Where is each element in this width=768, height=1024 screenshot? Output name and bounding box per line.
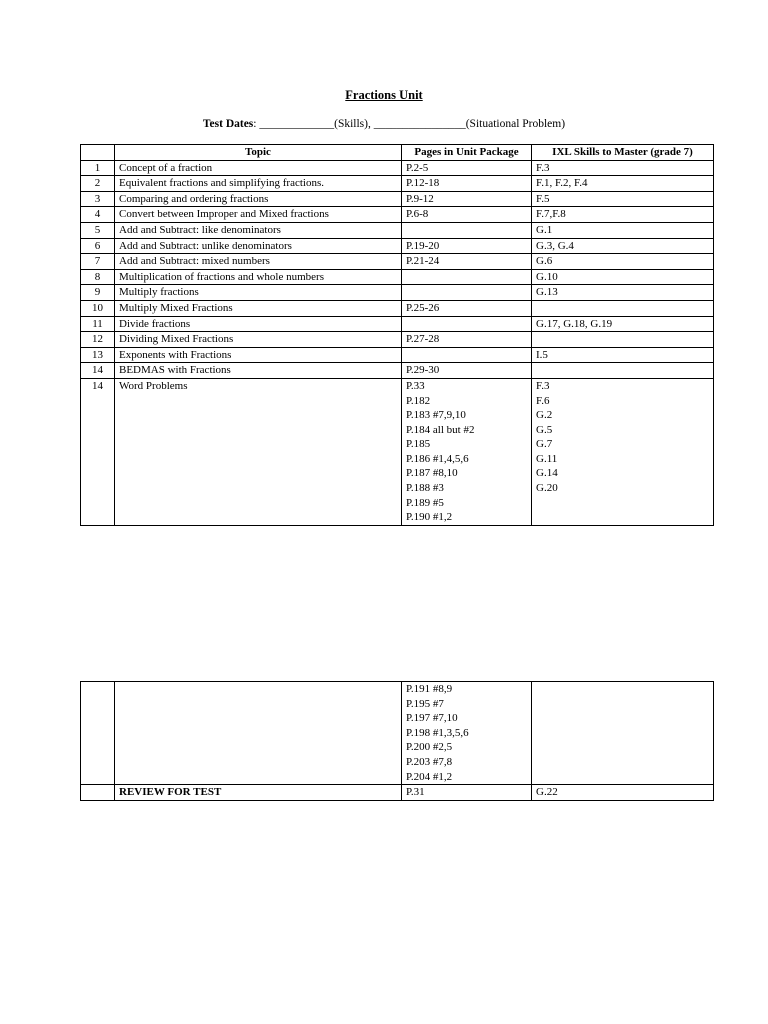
row-pages: P.2-5 <box>402 160 532 176</box>
table-row-review <box>81 785 714 801</box>
table-row <box>81 222 714 238</box>
row-pages: P.27-28 <box>402 332 532 348</box>
row-topic: Add and Subtract: like denominators <box>115 222 402 238</box>
row-pages: P.21-24 <box>402 254 532 270</box>
row-topic: Multiply Mixed Fractions <box>115 300 402 316</box>
row-ixl <box>532 363 714 379</box>
row-ixl <box>532 682 714 785</box>
fractions-topics-table-continued <box>80 681 714 801</box>
header-number <box>81 145 115 161</box>
row-pages <box>402 316 532 332</box>
table-row <box>81 285 714 301</box>
row-number: 14 <box>81 363 115 379</box>
row-pages: P.9-12 <box>402 191 532 207</box>
row-number: 5 <box>81 222 115 238</box>
row-number: 7 <box>81 254 115 270</box>
page-reference: P.190 #1,2 <box>406 511 453 524</box>
row-topic: Multiply fractions <box>115 285 402 301</box>
row-ixl: I.5 <box>532 347 714 363</box>
test-dates-line <box>0 117 768 132</box>
table-header-row <box>81 145 714 161</box>
row-topic: Equivalent fractions and simplifying fractions. <box>115 176 402 192</box>
row-pages <box>402 347 532 363</box>
table-row <box>81 254 714 270</box>
row-number: 12 <box>81 332 115 348</box>
row-topic: Dividing Mixed Fractions <box>115 332 402 348</box>
ixl-skill: F.6 <box>536 394 550 407</box>
row-ixl: F.3 <box>532 160 714 176</box>
row-number: 13 <box>81 347 115 363</box>
table-row <box>81 191 714 207</box>
row-topic: Convert between Improper and Mixed fractions <box>115 207 402 223</box>
table-row <box>81 207 714 223</box>
page-reference: P.191 #8,9 <box>406 683 453 695</box>
word-problems-pages <box>402 378 532 525</box>
header-pages: Pages in Unit Package <box>402 145 532 161</box>
ixl-skill: G.2 <box>536 409 553 422</box>
table-row <box>81 269 714 285</box>
ixl-skill: G.14 <box>536 467 558 480</box>
row-topic: BEDMAS with Fractions <box>115 363 402 379</box>
table-row <box>81 347 714 363</box>
row-number: 3 <box>81 191 115 207</box>
table-row <box>81 176 714 192</box>
header-ixl-skills: IXL Skills to Master (grade 7) <box>532 145 714 161</box>
row-ixl: G.17, G.18, G.19 <box>532 316 714 332</box>
row-ixl: G.1 <box>532 222 714 238</box>
row-ixl <box>532 332 714 348</box>
test-dates-blanks: : _____________(Skills), ________________(Situational Problem) <box>253 118 566 130</box>
row-number: 9 <box>81 285 115 301</box>
row-ixl: F.1, F.2, F.4 <box>532 176 714 192</box>
page-reference: P.189 #5 <box>406 496 444 509</box>
table-row <box>81 300 714 316</box>
row-ixl: G.10 <box>532 269 714 285</box>
page-reference: P.187 #8,10 <box>406 467 458 480</box>
row-number: 4 <box>81 207 115 223</box>
page-reference: P.183 #7,9,10 <box>406 409 466 422</box>
row-topic <box>115 682 402 785</box>
row-number: 2 <box>81 176 115 192</box>
test-dates-label: Test Dates <box>202 118 254 130</box>
table-row <box>81 160 714 176</box>
table-row <box>81 363 714 379</box>
page-reference: P.186 #1,4,5,6 <box>406 452 469 465</box>
page-reference: P.33 <box>406 379 425 392</box>
row-number: 8 <box>81 269 115 285</box>
row-topic: Exponents with Fractions <box>115 347 402 363</box>
row-pages <box>402 269 532 285</box>
row-number: 1 <box>81 160 115 176</box>
page-reference: P.185 <box>406 438 431 451</box>
row-topic-review: REVIEW FOR TEST <box>115 785 402 801</box>
row-pages: P.25-26 <box>402 300 532 316</box>
ixl-skill: G.20 <box>536 482 558 495</box>
page-reference: P.195 #7 <box>406 697 444 710</box>
row-topic: Multiplication of fractions and whole numbers <box>115 269 402 285</box>
row-topic: Word Problems <box>115 378 402 525</box>
page-reference: P.200 #2,5 <box>406 741 453 754</box>
row-ixl: G.3, G.4 <box>532 238 714 254</box>
page-reference: P.197 #7,10 <box>406 712 458 725</box>
word-problems-ixl <box>532 378 714 525</box>
row-number <box>81 785 115 801</box>
row-topic: Concept of a fraction <box>115 160 402 176</box>
table-row <box>81 316 714 332</box>
row-ixl: G.13 <box>532 285 714 301</box>
fractions-topics-table <box>80 144 714 526</box>
row-number: 10 <box>81 300 115 316</box>
header-topic: Topic <box>115 145 402 161</box>
page-reference: P.203 #7,8 <box>406 755 453 768</box>
table-row <box>81 332 714 348</box>
row-pages: P.19-20 <box>402 238 532 254</box>
ixl-skill: G.5 <box>536 423 553 436</box>
ixl-skill: G.7 <box>536 438 553 451</box>
row-pages <box>402 285 532 301</box>
row-ixl: F.5 <box>532 191 714 207</box>
row-number: 14 <box>81 378 115 525</box>
table-row-continued <box>81 682 714 785</box>
row-ixl: F.7,F.8 <box>532 207 714 223</box>
ixl-skill: G.11 <box>536 452 558 465</box>
row-topic: Add and Subtract: mixed numbers <box>115 254 402 270</box>
row-pages: P.29-30 <box>402 363 532 379</box>
row-pages: P.31 <box>402 785 532 801</box>
row-ixl: G.6 <box>532 254 714 270</box>
row-topic: Add and Subtract: unlike denominators <box>115 238 402 254</box>
row-pages: P.12-18 <box>402 176 532 192</box>
table-body <box>81 160 714 378</box>
row-pages <box>402 222 532 238</box>
page-reference: P.182 <box>406 394 431 407</box>
page-reference: P.188 #3 <box>406 482 444 495</box>
row-topic: Divide fractions <box>115 316 402 332</box>
page-title: Fractions Unit <box>345 88 423 102</box>
row-number <box>81 682 115 785</box>
page-reference: P.198 #1,3,5,6 <box>406 726 469 739</box>
table-row-word-problems <box>81 378 714 525</box>
row-ixl <box>532 300 714 316</box>
row-pages: P.6-8 <box>402 207 532 223</box>
page-reference: P.204 #1,2 <box>406 770 453 783</box>
row-topic: Comparing and ordering fractions <box>115 191 402 207</box>
page-reference: P.184 all but #2 <box>406 423 475 436</box>
row-ixl: G.22 <box>532 785 714 801</box>
row-number: 11 <box>81 316 115 332</box>
continued-pages <box>402 682 532 785</box>
row-number: 6 <box>81 238 115 254</box>
table-row <box>81 238 714 254</box>
ixl-skill: F.3 <box>536 379 550 392</box>
